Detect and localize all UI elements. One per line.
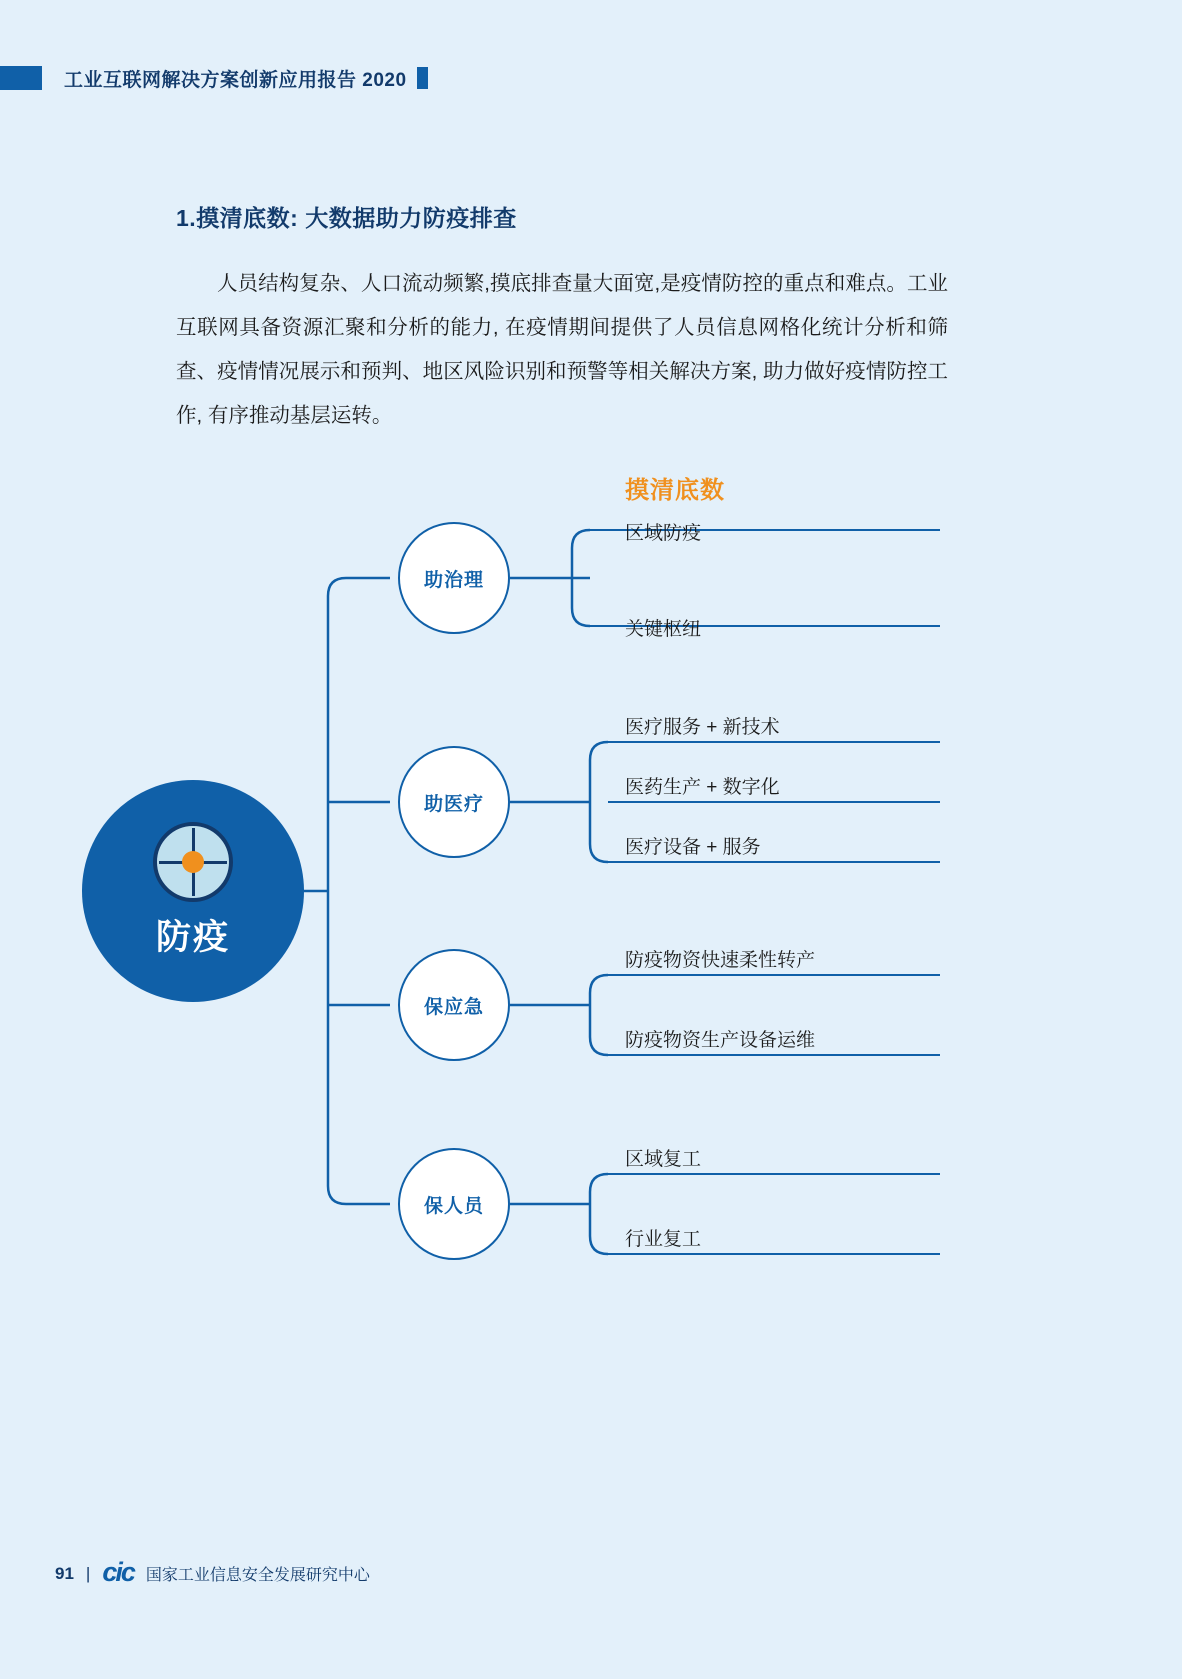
leaf-item: 医疗服务 + 新技术 [625, 717, 780, 738]
leaf-item: 行业复工 [625, 1229, 702, 1250]
page-footer [55, 1558, 370, 1589]
header-title: 工业互联网解决方案创新应用报告 2020 [64, 69, 407, 91]
hub-label: 防疫 [155, 918, 230, 957]
node-baoyingji[interactable]: 保应急 [398, 949, 510, 1061]
header-accent-bar-right [417, 67, 428, 89]
node-zhuyiliao[interactable]: 助医疗 [398, 746, 510, 858]
body-paragraph: 人员结构复杂、人口流动频繁,摸底排查量大面宽,是疫情防控的重点和难点。工业互联网具备资源汇聚和分析的能力, 在疫情期间提供了人员信息网格化统计分析和筛查、疫情情况展示和预判、地区风险识别和预警等相关解决方案, 助力做好疫情防控工作, 有序推动基层运转。 [176, 272, 948, 427]
node-baorenyuan[interactable]: 保人员 [398, 1148, 510, 1260]
diagram-hub [82, 780, 304, 1002]
leaf-item: 区域防疫 [625, 523, 702, 544]
branch-title: 摸清底数 [625, 477, 725, 504]
footer-separator: | [85, 1563, 91, 1583]
node-zhuzhili[interactable]: 助治理 [398, 522, 510, 634]
page-number: 91 [55, 1563, 74, 1583]
header-accent-bar-left [0, 66, 42, 90]
mindmap-diagram [60, 460, 1070, 1290]
leaf-item: 医疗设备 + 服务 [625, 837, 761, 858]
leaf-item: 医药生产 + 数字化 [625, 777, 780, 798]
target-center-dot [182, 851, 204, 873]
section-heading: 1.摸清底数: 大数据助力防疫排查 [176, 205, 517, 231]
target-icon [153, 822, 233, 902]
leaf-item: 防疫物资生产设备运维 [625, 1030, 816, 1051]
leaf-item: 关键枢纽 [625, 619, 702, 640]
leaf-item: 区域复工 [625, 1149, 702, 1170]
cic-logo: cic [102, 1557, 134, 1587]
page-header [0, 62, 1182, 94]
footer-organization: 国家工业信息安全发展研究中心 [145, 1567, 370, 1584]
leaf-item: 防疫物资快速柔性转产 [625, 950, 816, 971]
